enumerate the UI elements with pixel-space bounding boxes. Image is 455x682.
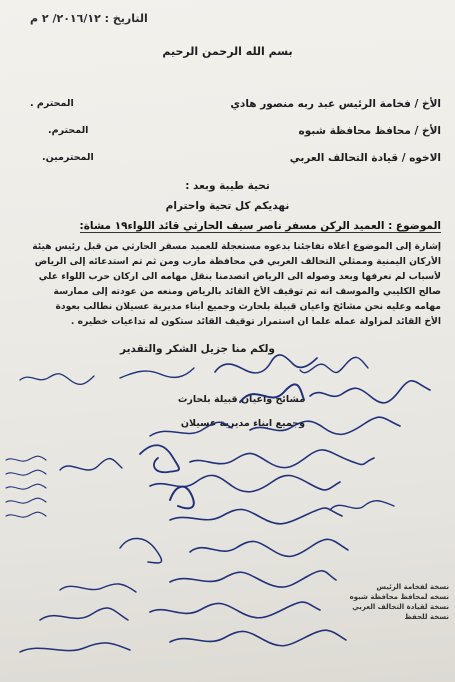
cc-line: نسخة للحفظ (404, 613, 449, 621)
recipient-honorific: المحترم . (30, 98, 74, 109)
letter-date: التاريخ : ٢٠١٦/١٢/ ٢ م (30, 12, 148, 25)
cc-line: نسخة لفخامة الرئيس (376, 583, 449, 591)
basmala: بسم الله الرحمن الرحيم (162, 45, 293, 58)
recipient-honorific: المحترم. (48, 125, 89, 136)
subject-line: الموضوع : العميد الركن مسفر ناصر سيف الحارثي قائد اللواء١٩ مشاة: (79, 220, 441, 232)
recipient-line: الاخوه / قيادة التحالف العربي (289, 152, 441, 164)
body-line: مهامه وعليه نحن مشائخ واعيان قبيلة بلحارث وجميع أبناء مديرية عسيلان نطالب بعودة (55, 301, 441, 312)
signatory-line: مشائخ واعيان قبيلة بلحارث (177, 394, 305, 405)
body-line: لأسباب لم نعرفها وبعد وصوله الى الرياض اتصدمنا بنقل مهامه الى اركان حرب اللواء علي (38, 271, 441, 282)
cc-line: نسخه لمحافظ محافظة شبوه (349, 593, 449, 601)
body-line: الأركان اليمنية وممثلي التحالف العربي في محافظة مارب ومن ثم تم استدعائه إلى الرياض (34, 256, 441, 267)
body-line: صالح الكليبي والموسف انه تم توقيف الأخ القائد بالرياض ومنعه من عودته إلى ممارسة (53, 286, 441, 297)
signatory-line: وجميع ابناء مديرية عسيلان (180, 418, 305, 429)
body-line: إشارة إلى الموضوع أعلاه تفاجئنا بدعوه مستعجلة للعميد مسفر الحارثي من قبل رئيس هيئة (32, 241, 441, 252)
recipient-line: الأخ / محافظ محافظة شبوه (298, 125, 441, 137)
cc-line: نسخة لقيادة التحالف العربي (352, 603, 449, 611)
recipient-line: الأخ / فخامة الرئيس عبد ربه منصور هادي (230, 98, 441, 110)
recipient-honorific: المحترمين. (42, 152, 94, 163)
greeting-respect: نهديكم كل تحية واحترام (165, 200, 290, 212)
closing-line: ولكم منا جزيل الشكر والتقدير (120, 343, 275, 355)
body-line: الأخ القائد لمزاولة عمله علما ان استمرار توقيف القائد ستكون له تداعيات خطيره . (70, 316, 441, 327)
greeting: تحية طيبة وبعد : (185, 180, 270, 192)
